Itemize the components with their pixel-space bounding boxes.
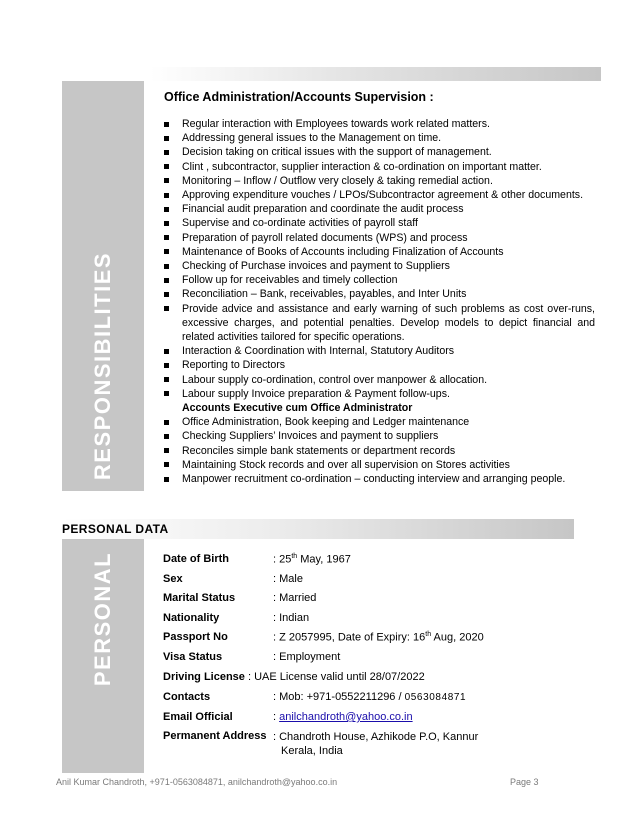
responsibility-item: Addressing general issues to the Management on time.	[160, 131, 595, 145]
responsibility-item: Preparation of payroll related documents (WPS) and process	[160, 231, 595, 245]
personal-side-panel	[62, 539, 144, 773]
sex-label: Sex	[163, 573, 183, 585]
responsibility-item: Checking of Purchase invoices and payment to Suppliers	[160, 259, 595, 273]
sex-value: : Male	[273, 573, 303, 585]
responsibility-item: Supervise and co-ordinate activities of payroll staff	[160, 216, 595, 230]
responsibility-item: Labour supply Invoice preparation & Payment follow-ups.	[160, 387, 595, 401]
dob-label: Date of Birth	[163, 553, 229, 565]
responsibility-item: Maintenance of Books of Accounts including Finalization of Accounts	[160, 245, 595, 259]
passport-label: Passport No	[163, 631, 228, 643]
section-top-bar	[150, 67, 601, 81]
footer-page-number: Page 3	[510, 777, 539, 787]
responsibility-item: Reporting to Directors	[160, 358, 595, 372]
responsibility-item: Interaction & Coordination with Internal, Statutory Auditors	[160, 344, 595, 358]
visa-label: Visa Status	[163, 651, 223, 663]
marital-value: : Married	[273, 592, 317, 604]
mobile-number-2: 0563084871	[404, 692, 467, 703]
responsibility-item: Decision taking on critical issues with the support of management.	[160, 145, 595, 159]
responsibility-item: Maintaining Stock records and over all supervision on Stores activities	[160, 458, 595, 472]
email-label: Email Official	[163, 711, 233, 723]
responsibility-item: Approving expenditure vouches / LPOs/Subcontractor agreement & other documents.	[160, 188, 595, 202]
contacts-label: Contacts	[163, 691, 211, 703]
visa-value: : Employment	[273, 651, 341, 663]
responsibility-item: Checking Suppliers’ Invoices and payment to suppliers	[160, 429, 595, 443]
responsibility-item: Provide advice and assistance and early warning of such problems as cost over-runs, excessive charges, and potential penalties. Develop models to depict financial and related activities tailored for specific operations.	[160, 302, 595, 345]
driving-license-row	[163, 671, 425, 683]
driving-license-value: : UAE License valid until 28/07/2022	[244, 671, 425, 683]
responsibility-item: Reconciliation – Bank, receivables, payables, and Inter Units	[160, 287, 595, 301]
responsibility-item: Clint , subcontractor, supplier interaction & co-ordination on important matter.	[160, 160, 595, 174]
responsibility-subheading: Accounts Executive cum Office Administrator	[182, 402, 413, 415]
responsibilities-side-label: RESPONSIBILITIES	[90, 251, 115, 481]
passport-value: : Z 2057995, Date of Expiry: 16th Aug, 2020	[273, 631, 484, 644]
personal-side-label: PERSONAL	[90, 551, 115, 687]
responsibilities-side-panel	[62, 81, 144, 491]
marital-label: Marital Status	[163, 592, 236, 604]
nationality-label: Nationality	[163, 612, 220, 624]
responsibility-item: Financial audit preparation and coordinate the audit process	[160, 202, 595, 216]
responsibility-item: Regular interaction with Employees towards work related matters.	[160, 117, 595, 131]
personal-data-heading: PERSONAL DATA	[62, 522, 169, 536]
email-link[interactable]: anilchandroth@yahoo.co.in	[279, 711, 413, 723]
driving-license-label: Driving License	[163, 671, 245, 683]
responsibility-item: Follow up for receivables and timely collection	[160, 273, 595, 287]
footer-contact: Anil Kumar Chandroth, +971-0563084871, anilchandroth@yahoo.co.in	[56, 777, 338, 787]
dob-value: : 25th May, 1967	[273, 553, 351, 566]
responsibility-item: Monitoring – Inflow / Outflow very closely & taking remedial action.	[160, 174, 595, 188]
responsibility-item: Reconciles simple bank statements or department records	[160, 444, 595, 458]
responsibility-item: Office Administration, Book keeping and Ledger maintenance	[160, 415, 595, 429]
responsibility-item: Manpower recruitment co-ordination – conducting interview and arranging people.	[160, 472, 595, 486]
address-label: Permanent Address	[163, 730, 267, 742]
nationality-value: : Indian	[273, 612, 310, 624]
responsibilities-list	[160, 117, 595, 486]
responsibility-item: Labour supply co-ordination, control over manpower & allocation.	[160, 373, 595, 387]
responsibilities-title: Office Administration/Accounts Supervision :	[164, 90, 434, 104]
contacts-value: : Mob: +971-0552211296 / 0563084871	[273, 691, 467, 703]
address-value: : Chandroth House, Azhikode P.O, Kannur Kerala, India	[273, 731, 479, 757]
